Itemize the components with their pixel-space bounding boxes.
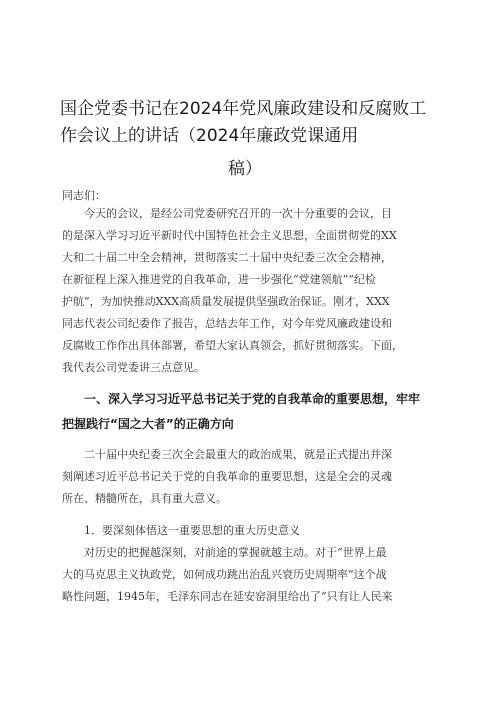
text-line: 的是深入学习习近平新时代中国特色社会主义思想，全面贯彻党的XX — [62, 229, 397, 242]
title-line: 作会议上的讲话（2024年廉政党课通用 — [60, 126, 359, 146]
text-line: 二十届中央纪委三次全会最重大的政治成果，就是正式提出并深 — [84, 448, 392, 461]
text-line: 对历史的把握越深刻，对前途的掌握就越主动。对于“世界上最 — [84, 546, 387, 559]
text-line: 我代表公司党委讲三点意见。 — [62, 361, 205, 374]
text-line: 刻阐述习近平总书记关于党的自我革命的重要思想，这是全会的灵魂 — [62, 470, 392, 483]
text-line: 所在、精髓所在，具有重大意义。 — [62, 492, 227, 505]
text-line: 今天的会议，是经公司党委研究召开的一次十分重要的会议，目 — [84, 207, 392, 220]
text-line: 同志代表公司纪委作了报告，总结去年工作，对今年党风廉政建设和 — [62, 317, 392, 330]
heading-line: 把握践行“国之大者”的正确方向 — [62, 417, 234, 431]
document-title — [60, 96, 450, 183]
title-line: 稿） — [228, 159, 262, 179]
text-line: 反腐败工作作出具体部署，希望大家认真领会，抓好贯彻落实。下面， — [62, 339, 403, 352]
section-heading-1 — [62, 387, 442, 437]
text-line: 大和二十届二中全会精神，贯彻落实二十届中央纪委三次全会精神， — [62, 251, 392, 264]
greeting: 同志们： — [62, 189, 106, 202]
heading-line: 一、深入学习习近平总书记关于党的自我革命的重要思想，牢牢 — [84, 392, 421, 406]
subheading-1: 1．要深刻体悟这一重要思想的重大历史意义 — [84, 524, 300, 537]
text-line: 略性问题，1945年，毛泽东同志在延安窑洞里给出了“只有让人民来 — [62, 590, 393, 603]
title-line: 国企党委书记在2024年党风廉政建设和反腐败工 — [60, 99, 427, 119]
text-line: 在新征程上深入推进党的自我革命，进一步强化“党建领航”“纪检 — [62, 273, 376, 286]
intro-paragraph — [62, 203, 442, 379]
text-line: 大的马克思主义执政党，如何成功跳出治乱兴衰历史周期率”这个战 — [62, 568, 387, 581]
paragraph-2 — [62, 444, 442, 510]
paragraph-3 — [62, 542, 442, 608]
text-line: 护航”，为加快推动XXX高质量发展提供坚强政治保证。刚才，XXX — [62, 295, 390, 308]
